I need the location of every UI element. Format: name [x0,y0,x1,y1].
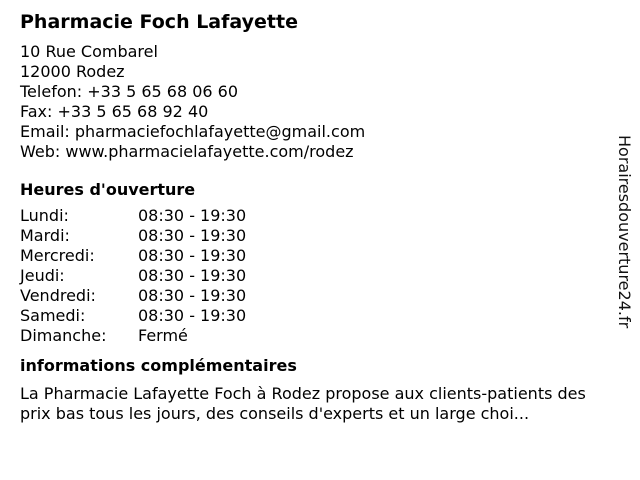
phone-line: Telefon: +33 5 65 68 06 60 [20,82,239,101]
fax-line: Fax: +33 5 65 68 92 40 [20,102,209,121]
hours-day: Lundi: [20,206,69,225]
address-line2: 12000 Rodez [20,62,125,81]
web-line: Web: www.pharmacielafayette.com/rodez [20,142,354,161]
info-heading: informations complémentaires [20,356,297,375]
hours-row [20,266,635,286]
hours-time: 08:30 - 19:30 [138,246,247,265]
hours-row [20,286,635,306]
hours-day: Mardi: [20,226,70,245]
hours-row [20,226,635,246]
address-line1: 10 Rue Combarel [20,42,158,61]
hours-heading: Heures d'ouverture [20,180,196,199]
contact-block [20,42,635,162]
hours-time: 08:30 - 19:30 [138,266,247,285]
info-description: La Pharmacie Lafayette Foch à Rodez propose aux clients-patients des prix bas tous les jours, des conseils d'experts et un large choi... [20,384,586,423]
hours-day: Jeudi: [20,266,65,285]
hours-table [20,206,635,346]
hours-row [20,206,635,226]
hours-row [20,306,635,326]
hours-time: 08:30 - 19:30 [138,306,247,325]
pharmacy-card [20,10,635,424]
hours-time: 08:30 - 19:30 [138,206,247,225]
hours-day: Dimanche: [20,326,107,345]
hours-row [20,326,635,346]
hours-day: Samedi: [20,306,86,325]
hours-row [20,246,635,266]
hours-day: Vendredi: [20,286,96,305]
hours-time: 08:30 - 19:30 [138,286,247,305]
pharmacy-name: Pharmacie Foch Lafayette [20,11,298,33]
hours-time: Fermé [138,326,188,345]
side-brand-watermark: Horairesdouverture24.fr [615,135,634,329]
hours-time: 08:30 - 19:30 [138,226,247,245]
hours-day: Mercredi: [20,246,95,265]
email-line: Email: pharmaciefochlafayette@gmail.com [20,122,366,141]
